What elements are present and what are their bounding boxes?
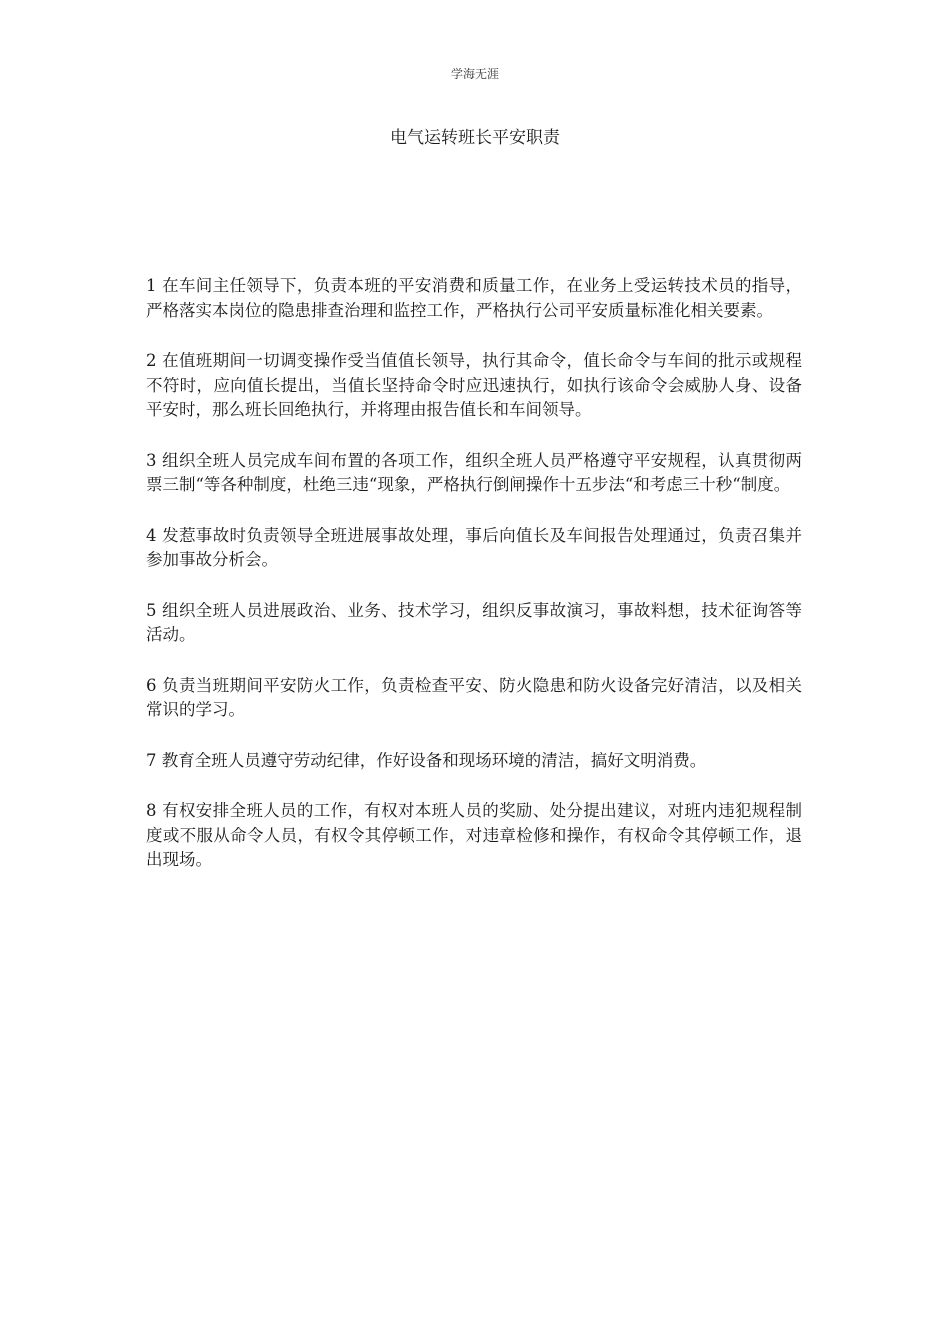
- paragraph-6: 6 负责当班期间平安防火工作，负责检查平安、防火隐患和防火设备完好清洁，以及相关常识的学习。: [146, 675, 802, 719]
- document-body: [146, 274, 802, 899]
- document-title: 电气运转班长平安职责: [390, 128, 560, 148]
- page-header: 学海无涯: [450, 67, 499, 81]
- paragraph-1: 1 在车间主任领导下，负责本班的平安消费和质量工作，在业务上受运转技术员的指导，严格落实本岗位的隐患排查治理和监控工作，严格执行公司平安质量标准化相关要素。: [146, 276, 802, 320]
- paragraph-8: 8 有权安排全班人员的工作，有权对本班人员的奖励、处分提出建议，对班内违犯规程制度或不服从命令人员，有权令其停顿工作，对违章检修和操作，有权命令其停顿工作，退出现场。: [146, 801, 802, 869]
- paragraph-2: 2 在值班期间一切调变操作受当值值长领导，执行其命令，值长命令与车间的批示或规程不符时，应向值长提出，当值长坚持命令时应迅速执行，如执行该命令会威胁人身、设备平安时，那么班长回绝执行，并将理由报告值长和车间领导。: [146, 351, 802, 419]
- paragraph-5: 5 组织全班人员进展政治、业务、技术学习，组织反事故演习，事故料想，技术征询答等活动。: [146, 600, 802, 644]
- paragraph-3: 3 组织全班人员完成车间布置的各项工作，组织全班人员严格遵守平安规程，认真贯彻两票三制“等各种制度，杜绝三违“现象，严格执行倒闸操作十五步法“和考虑三十秒“制度。: [146, 450, 802, 494]
- paragraph-7: 7 教育全班人员遵守劳动纪律，作好设备和现场环境的清洁，搞好文明消费。: [146, 750, 707, 770]
- paragraph-4: 4 发惹事故时负责领导全班进展事故处理，事后向值长及车间报告处理通过，负责召集并参加事故分析会。: [146, 525, 802, 569]
